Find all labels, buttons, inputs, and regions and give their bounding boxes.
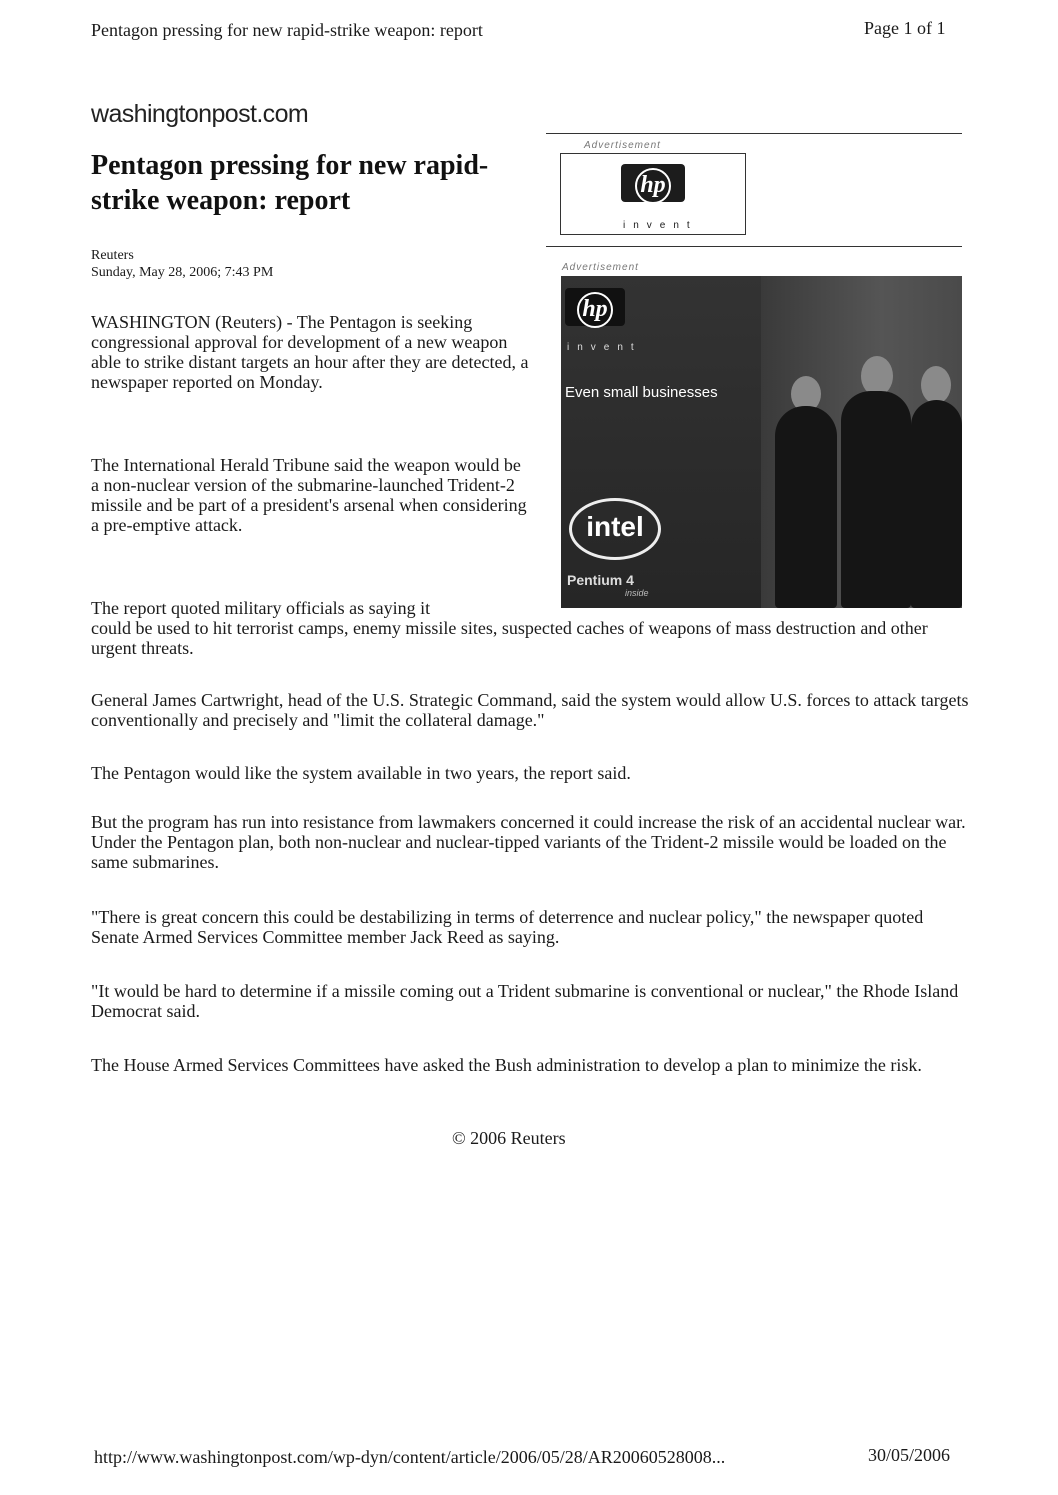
article-paragraph: The report quoted military officials as saying it: [91, 598, 431, 618]
article-paragraph: "There is great concern this could be destabilizing in terms of deterrence and nuclear policy," the newspaper quoted Senate Armed Services Committee member Jack Reed as saying.: [91, 907, 924, 947]
inside-label: inside: [625, 588, 649, 598]
ad-photo-panel: [761, 276, 962, 608]
article-byline: [91, 247, 273, 281]
print-header-page-number: Page 1 of 1: [864, 18, 946, 38]
copyright-notice: © 2006 Reuters: [452, 1128, 566, 1148]
hp-intel-ad[interactable]: [561, 276, 962, 608]
ad-tagline: Even small businesses: [565, 384, 718, 401]
article-headline: Pentagon pressing for new rapid-strike weapon: report: [91, 150, 489, 216]
hp-logo-icon: hp: [565, 288, 625, 326]
pentium-label: Pentium 4: [567, 572, 634, 588]
person-figure-icon: [775, 406, 837, 608]
print-footer-url[interactable]: http://www.washingtonpost.com/wp-dyn/content/article/2006/05/28/AR20060528008...: [94, 1447, 726, 1467]
intel-logo-icon: intel: [569, 498, 661, 560]
print-header-title: Pentagon pressing for new rapid-strike weapon: report: [91, 20, 483, 40]
ad-label-top: Advertisement: [584, 140, 661, 151]
article-paragraph: But the program has run into resistance from lawmakers concerned it could increase the risk of an accidental nuclear war. Under the Pentagon plan, both non-nuclear and nuclear-tipped variants of the Trident-2 missile would be loaded on the same submarines.: [91, 812, 966, 872]
print-footer-date: 30/05/2006: [868, 1445, 951, 1465]
article-paragraph: "It would be hard to determine if a missile coming out a Trident submarine is conventional or nuclear," the Rhode Island Democrat said.: [91, 981, 959, 1021]
article-paragraph: The House Armed Services Committees have asked the Bush administration to develop a plan to minimize the risk.: [91, 1055, 922, 1075]
person-figure-icon: [841, 391, 911, 608]
person-head-icon: [861, 356, 893, 396]
site-logo[interactable]: washingtonpost.com: [91, 100, 309, 128]
hp-logo-icon: hp: [621, 164, 685, 202]
person-figure-icon: [911, 400, 962, 608]
article-paragraph: WASHINGTON (Reuters) - The Pentagon is seeking congressional approval for development of a new weapon able to strike distant targets an hour after they are detected, a newspaper reported on Monday.: [91, 312, 529, 392]
article-dateline: Sunday, May 28, 2006; 7:43 PM: [91, 265, 274, 280]
hp-invent-text: invent: [567, 342, 642, 353]
article-source: Reuters: [91, 248, 134, 263]
person-head-icon: [921, 366, 951, 404]
hp-banner-ad[interactable]: [560, 153, 746, 235]
article-paragraph: General James Cartwright, head of the U.S. Strategic Command, said the system would allow U.S. forces to attack targets conventionally and precisely and "limit the collateral damage.": [91, 690, 969, 730]
ad-divider-middle: [546, 246, 962, 247]
ad-label-main: Advertisement: [562, 262, 639, 273]
article-paragraph: The Pentagon would like the system available in two years, the report said.: [91, 763, 631, 783]
article-paragraph-continued: could be used to hit terrorist camps, enemy missile sites, suspected caches of weapons of mass destruction and other urgent threats.: [91, 618, 928, 658]
article-paragraph: The International Herald Tribune said the weapon would be a non-nuclear version of the submarine-launched Trident-2 missile and be part of a president's arsenal when considering a pre-emptive attack.: [91, 455, 527, 535]
ad-divider-top: [546, 133, 962, 134]
hp-invent-text: invent: [623, 220, 698, 231]
